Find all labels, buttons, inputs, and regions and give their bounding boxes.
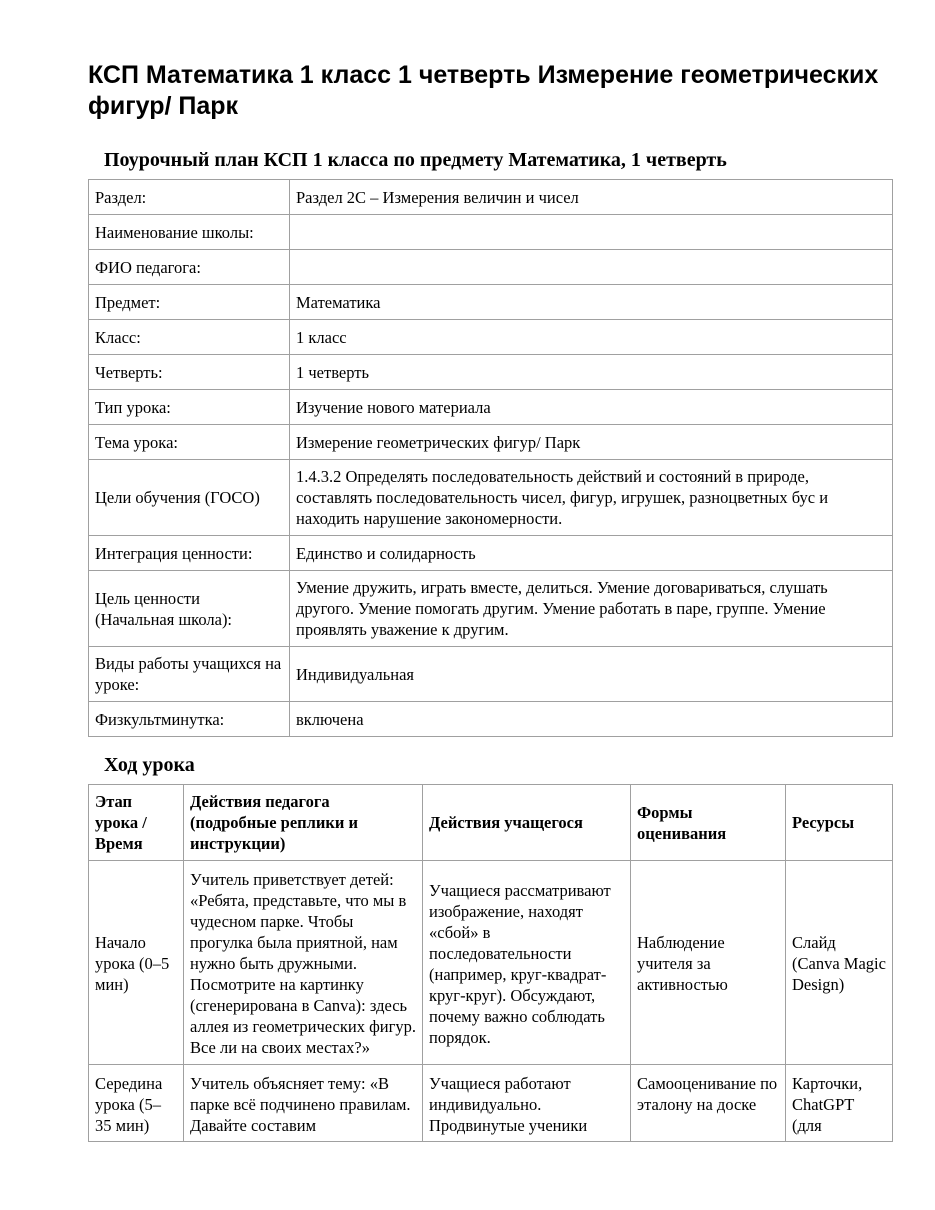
header-stage: Этап урока / Время xyxy=(89,785,184,861)
header-teacher-actions: Действия педагога (подробные реплики и инструкции) xyxy=(184,785,423,861)
header-assessment: Формы оценивания xyxy=(631,785,786,861)
cell-teacher-actions xyxy=(184,1065,423,1142)
plan-subtitle: Поурочный план КСП 1 класса по предмету Математика, 1 четверть xyxy=(104,149,727,171)
cell-assessment xyxy=(631,1065,786,1142)
cell-resources xyxy=(786,1065,893,1142)
info-label: Тема урока: xyxy=(89,425,290,460)
cell-student-actions xyxy=(423,1065,631,1142)
info-row xyxy=(89,215,893,250)
info-value: Единство и солидарность xyxy=(290,536,893,571)
cell-teacher-actions: Учитель приветствует детей: «Ребята, представьте, что мы в чудесном парке. Чтобы прогулка была приятной, нам нужно быть дружными. Посмотрите на картинку (сгенерирована в Canva): здесь аллея из геометрических фигур. Все ли на своих местах?» xyxy=(184,861,423,1065)
info-row xyxy=(89,390,893,425)
info-label: Цели обучения (ГОСО) xyxy=(89,460,290,536)
cell-text: Учащиеся работают индивидуально. Продвинутые ученики xyxy=(429,1074,588,1135)
info-row xyxy=(89,180,893,215)
info-row xyxy=(89,355,893,390)
document-title: КСП Математика 1 класс 1 четверть Измерение геометрических фигур/ Парк xyxy=(88,61,879,120)
info-row xyxy=(89,285,893,320)
info-row xyxy=(89,460,893,536)
info-value: Изучение нового материала xyxy=(290,390,893,425)
info-label: Предмет: xyxy=(89,285,290,320)
info-value: 1.4.3.2 Определять последовательность действий и состояний в природе, составлять последовательность чисел, фигур, игрушек, разноцветных бус и находить нарушение закономерности. xyxy=(290,460,893,536)
info-label: Виды работы учащихся на уроке: xyxy=(89,647,290,702)
section-title-lesson-flow: Ход урока xyxy=(104,754,195,776)
lesson-row xyxy=(89,861,893,1065)
info-label: Класс: xyxy=(89,320,290,355)
info-row xyxy=(89,425,893,460)
header-resources: Ресурсы xyxy=(786,785,893,861)
info-value: Математика xyxy=(290,285,893,320)
info-row xyxy=(89,320,893,355)
cell-stage: Начало урока (0–5 мин) xyxy=(89,861,184,1065)
info-row xyxy=(89,571,893,647)
info-label: Физкультминутка: xyxy=(89,702,290,737)
info-row xyxy=(89,702,893,737)
cell-text: Середина урока (5–35 мин) xyxy=(95,1074,163,1135)
lesson-info-table xyxy=(88,179,893,737)
cell-resources: Слайд (Canva Magic Design) xyxy=(786,861,893,1065)
cell-assessment: Наблюдение учителя за активностью xyxy=(631,861,786,1065)
cell-stage xyxy=(89,1065,184,1142)
info-value xyxy=(290,215,893,250)
lesson-flow-table xyxy=(88,784,893,1142)
info-value: Раздел 2С – Измерения величин и чисел xyxy=(290,180,893,215)
info-value xyxy=(290,250,893,285)
info-label: ФИО педагога: xyxy=(89,250,290,285)
info-label: Тип урока: xyxy=(89,390,290,425)
info-value: Умение дружить, играть вместе, делиться. Умение договариваться, слушать другого. Умение помогать другим. Умение работать в паре, группе. Умение проявлять уважение к другим. xyxy=(290,571,893,647)
header-student-actions: Действия учащегося xyxy=(423,785,631,861)
info-value: 1 класс xyxy=(290,320,893,355)
info-label: Цель ценности (Начальная школа): xyxy=(89,571,290,647)
lesson-row xyxy=(89,1065,893,1142)
info-row xyxy=(89,647,893,702)
info-value: включена xyxy=(290,702,893,737)
document-page xyxy=(88,0,893,1142)
info-value: 1 четверть xyxy=(290,355,893,390)
info-label: Наименование школы: xyxy=(89,215,290,250)
info-value: Измерение геометрических фигур/ Парк xyxy=(290,425,893,460)
info-label: Интеграция ценности: xyxy=(89,536,290,571)
info-label: Раздел: xyxy=(89,180,290,215)
cell-student-actions: Учащиеся рассматривают изображение, находят «сбой» в последовательности (например, круг-квадрат-круг-круг). Обсуждают, почему важно соблюдать порядок. xyxy=(423,861,631,1065)
info-row xyxy=(89,536,893,571)
cell-text: Учитель объясняет тему: «В парке всё подчинено правилам. Давайте составим xyxy=(190,1074,411,1135)
info-row xyxy=(89,250,893,285)
lesson-header-row xyxy=(89,785,893,861)
cell-text: Самооценивание по эталону на доске xyxy=(637,1074,778,1114)
info-label: Четверть: xyxy=(89,355,290,390)
info-value: Индивидуальная xyxy=(290,647,893,702)
cell-text: Карточки, ChatGPT (для xyxy=(792,1074,863,1135)
